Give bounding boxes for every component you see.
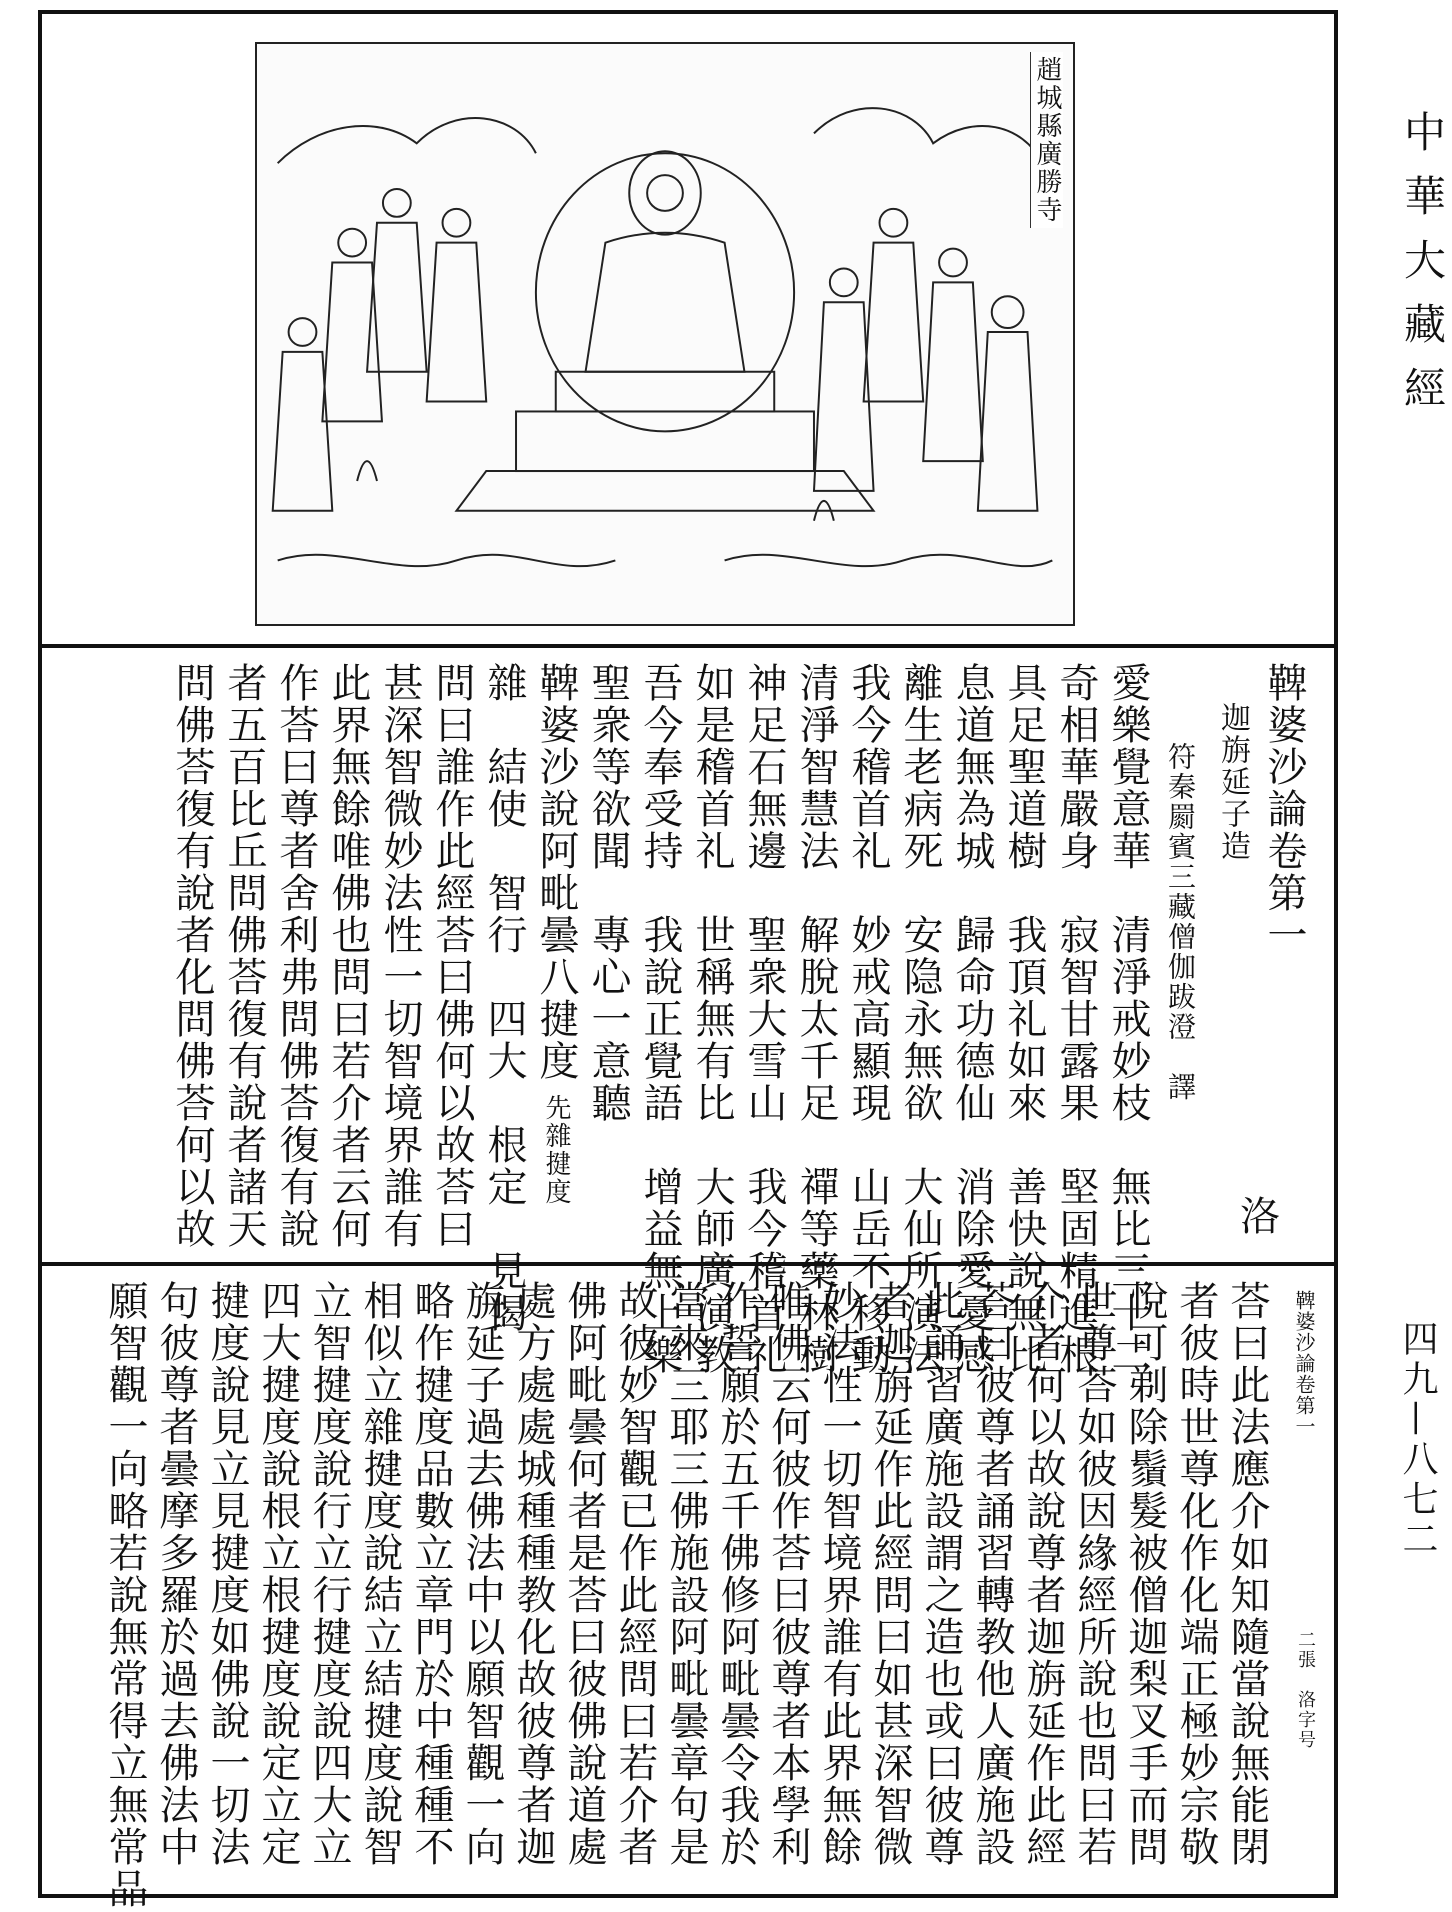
text-line: 雜 結使 智行 四大 根定 見偈 <box>481 662 527 1334</box>
text-panel-middle <box>166 662 1310 1376</box>
monks-left <box>273 189 487 511</box>
text-line: 旃延子過去佛法中以願智觀一向 <box>459 1280 505 1868</box>
text-line: 四大揵度說根立根揵度說定立定 <box>255 1280 301 1868</box>
buddha-preaching-scene <box>257 44 1073 624</box>
throne-base <box>516 411 814 471</box>
text-line: 揵度說見立見揵度如佛說一切法 <box>204 1280 250 1868</box>
text-line: 當來三耶三佛施設阿毗曇章句是 <box>663 1280 709 1868</box>
text-line: 句彼尊者曇摩多羅於過去佛法中 <box>153 1280 199 1868</box>
text-line: 具足聖道樹 我頂礼如來 善快說無比 <box>1001 662 1047 1376</box>
divider-top <box>38 644 1338 648</box>
text-line: 神足石無邊 聖衆大雪山 我今稽首礼 <box>741 662 787 1376</box>
text-line: 者迦旃延作此經問曰如甚深智微 <box>867 1280 913 1868</box>
sutra-title: 鞞婆沙論卷第一 <box>1261 662 1307 956</box>
text-line: 處方處處城種種教化故彼尊者迦 <box>510 1280 556 1868</box>
text-line: 息道無為城 歸命功德仙 消除愛憂感 <box>949 662 995 1376</box>
author-line: 迦旃延子造 <box>1215 702 1250 862</box>
text-line: 佛阿毗曇何者是荅曰彼佛說道處 <box>561 1280 607 1868</box>
text-line: 介者何以故說尊者迦旃延作此經 <box>1020 1280 1066 1868</box>
text-line: 荅曰彼尊者誦習轉教他人廣施設 <box>969 1280 1015 1868</box>
text-line: 聖衆等欲聞 專心一意聽 <box>585 662 631 1124</box>
inline-note: 先雜揵度 <box>541 1094 571 1206</box>
text-line: 如是稽首礼 世稱無有比 大師廣演教 <box>689 662 735 1376</box>
text-line: 問曰誰作此經荅曰佛何以故荅曰 <box>429 662 475 1250</box>
cloud-right <box>814 108 1042 163</box>
text-line: 愛樂覺意華 清淨戒妙枝 無比三十二 <box>1105 662 1151 1376</box>
text-line: 荅曰此法應介如知隨當說無能閉 <box>1224 1280 1270 1868</box>
text-line: 問佛荅復有說者化問佛荅何以故 <box>169 662 215 1250</box>
flame-left <box>357 461 377 481</box>
text-line: 者五百比丘問佛荅復有說者諸天 <box>221 662 267 1250</box>
buddha-halo <box>536 153 794 431</box>
running-title: 鞞婆沙論卷第一 <box>1292 1290 1316 1437</box>
text-line: 世尊荅如彼因緣經所說也問曰若 <box>1071 1280 1117 1868</box>
text-line: 吾今奉受持 我說正覺語 增益無上樂 <box>637 662 683 1376</box>
text-line: 奇相華嚴身 寂智甘露果 堅固精進根 <box>1053 662 1099 1376</box>
plate-caption: 趙城縣廣勝寺 <box>1030 52 1063 228</box>
text-line: 我今稽首礼 妙戒高顯現 山岳不移動 <box>845 662 891 1376</box>
text-line: 作誓願於五千佛修阿毗曇令我於 <box>714 1280 760 1868</box>
text-line: 唯佛云何彼作荅曰彼尊者本學利 <box>765 1280 811 1868</box>
collation-mark: 洛 <box>1240 1194 1280 1240</box>
text-line: 故彼妙智觀已作此經問曰若介者 <box>612 1280 658 1868</box>
cloud-bottom-left <box>278 555 616 566</box>
text-line: 此誦習廣施設謂之造也或曰彼尊 <box>918 1280 964 1868</box>
text-line: 立智揵度說行立行揵度說四大立 <box>306 1280 352 1868</box>
text-line <box>530 662 582 1376</box>
folio-note: 二張 洛字号 <box>1295 1630 1316 1750</box>
chapter-heading: 鞞婆沙說阿毗曇八揵度 <box>533 662 579 1082</box>
text-line: 者彼時世尊化作化端正極妙宗敬 <box>1173 1280 1219 1868</box>
text-panel-bottom <box>99 1280 1272 1910</box>
frontispiece-illustration <box>255 42 1075 626</box>
text-line: 悅可剃除鬚髮被僧迦梨叉手而問 <box>1122 1280 1168 1868</box>
buddha-head <box>647 175 683 211</box>
text-line: 願智觀一向略若說無常得立無常品 <box>102 1280 148 1910</box>
buddha-robe <box>586 233 745 372</box>
text-line: 作荅曰尊者舍利弗問佛荅復有說 <box>273 662 319 1250</box>
text-line: 此界無餘唯佛也問曰若介者云何 <box>325 662 371 1250</box>
text-line: 甚深智微妙法性一切智境界誰有 <box>377 662 423 1250</box>
text-line: 略作揵度品數立章門於中種種不 <box>408 1280 454 1868</box>
cloud-bottom-right <box>725 555 1053 566</box>
translator-line: 符秦罽賓三藏僧伽跋澄 譯 <box>1164 742 1197 1102</box>
series-title: 中華大藏經 <box>1398 110 1447 430</box>
page-number: 四九—八七二 <box>1397 1320 1438 1560</box>
text-line: 妙法性一切智境界誰有此界無餘 <box>816 1280 862 1868</box>
monks-right <box>814 209 1037 511</box>
text-line: 清淨智慧法 解脫太千足 禪等藥林樹 <box>793 662 839 1376</box>
buddha-head-halo <box>629 151 701 234</box>
platform-steps <box>456 471 873 511</box>
cloud-left <box>278 118 536 163</box>
text-line: 相似立雜揵度說結立結揵度說智 <box>357 1280 403 1868</box>
text-line: 離生老病死 安隐永無欲 大仙所演法 <box>897 662 943 1376</box>
